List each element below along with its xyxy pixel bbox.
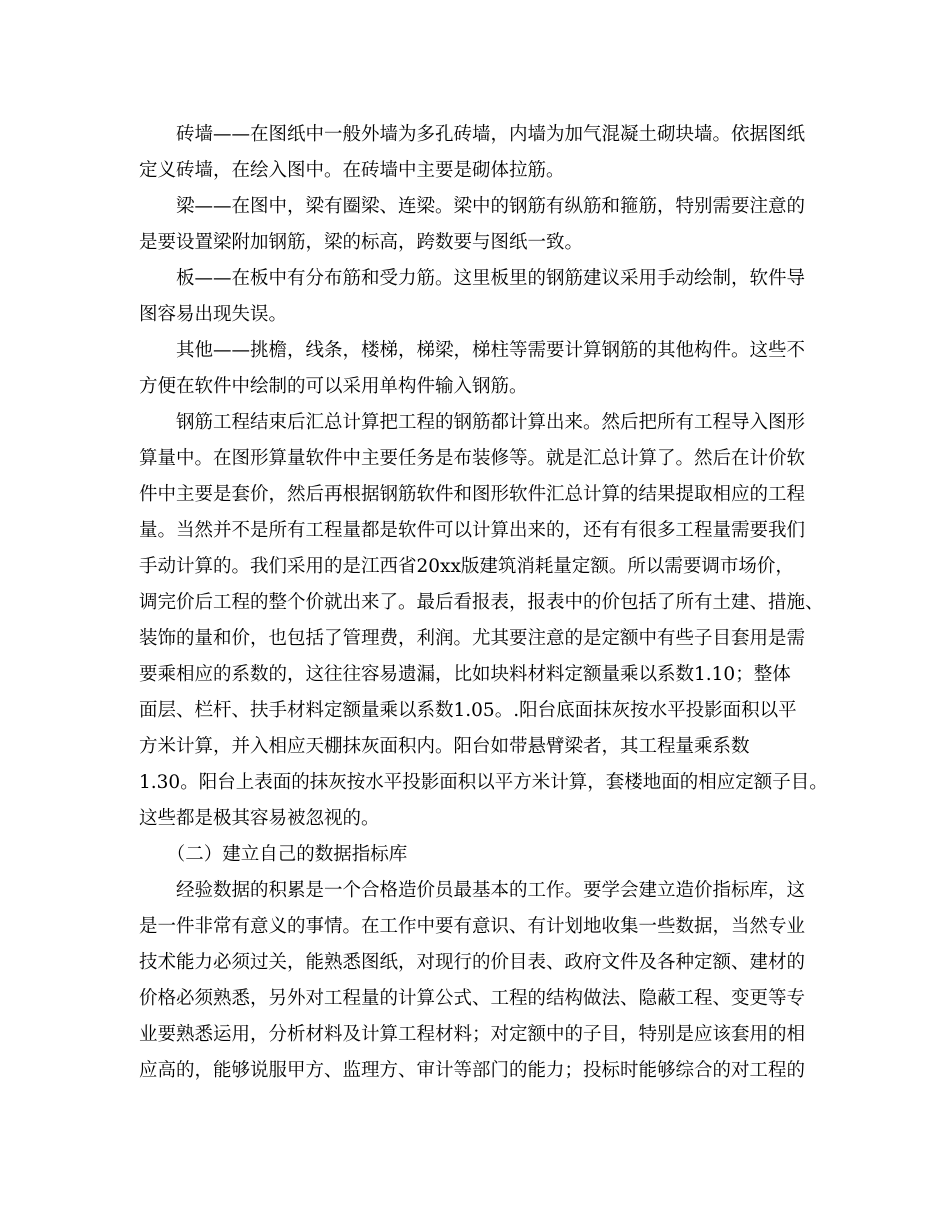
text-line: 砖墙——在图纸中一般外墙为多孔砖墙，内墙为加气混凝土砌块墙。依据图纸	[139, 124, 806, 145]
text-line: 方米计算，并入相应天棚抹灰面积内。阳台如带悬臂梁者，其工程量乘系数	[139, 736, 750, 757]
text-line: 梁——在图中，梁有圈梁、连梁。梁中的钢筋有纵筋和箍筋，特别需要注意的	[139, 196, 806, 217]
body-text	[139, 117, 829, 1089]
text-line: 调完价后工程的整个价就出来了。最后看报表，报表中的价包括了所有土建、措施、	[139, 592, 824, 613]
text-line: 算量中。在图形算量软件中主要任务是布装修等。就是汇总计算了。然后在计价软	[139, 448, 806, 469]
text-line: 面层、栏杆、扶手材料定额量乘以系数1.05。.阳台底面抹灰按水平投影面积以平	[139, 700, 797, 721]
text-line: 手动计算的。我们采用的是江西省20xx版建筑消耗量定额。所以需要调市场价，	[139, 556, 794, 577]
text-line: 应高的，能够说服甲方、监理方、审计等部门的能力；投标时能够综合的对工程的	[139, 1060, 806, 1081]
text-line: 要乘相应的系数的，这往往容易遗漏，比如块料材料定额量乘以系数1.10；整体	[139, 664, 791, 685]
text-line: 业要熟悉运用，分析材料及计算工程材料；对定额中的子目，特别是应该套用的相	[139, 1024, 806, 1045]
text-line: 其他——挑檐，线条，楼梯，梯梁，梯柱等需要计算钢筋的其他构件。这些不	[139, 340, 806, 361]
text-line: 方便在软件中绘制的可以采用单构件输入钢筋。	[139, 376, 528, 397]
text-line: 技术能力必须过关，能熟悉图纸，对现行的价目表、政府文件及各种定额、建材的	[139, 952, 806, 973]
text-line: 1.30。阳台上表面的抹灰按水平投影面积以平方米计算，套楼地面的相应定额子目。	[139, 772, 828, 793]
text-line: 这些都是极其容易被忽视的。	[139, 808, 380, 829]
text-line: 图容易出现失误。	[139, 304, 288, 325]
section-heading: （二）建立自己的数据指标库	[139, 844, 408, 865]
text-line: 价格必须熟悉，另外对工程量的计算公式、工程的结构做法、隐蔽工程、变更等专	[139, 988, 806, 1009]
text-line: 是要设置梁附加钢筋，梁的标高，跨数要与图纸一致。	[139, 232, 584, 253]
text-line: 装饰的量和价，也包括了管理费，利润。尤其要注意的是定额中有些子目套用是需	[139, 628, 806, 649]
text-line: 板——在板中有分布筋和受力筋。这里板里的钢筋建议采用手动绘制，软件导	[139, 268, 806, 289]
text-line: 定义砖墙，在绘入图中。在砖墙中主要是砌体拉筋。	[139, 160, 565, 181]
text-line: 经验数据的积累是一个合格造价员最基本的工作。要学会建立造价指标库，这	[139, 880, 806, 901]
text-line: 量。当然并不是所有工程量都是软件可以计算出来的，还有有很多工程量需要我们	[139, 520, 806, 541]
text-line: 是一件非常有意义的事情。在工作中要有意识、有计划地收集一些数据，当然专业	[139, 916, 806, 937]
text-line: 钢筋工程结束后汇总计算把工程的钢筋都计算出来。然后把所有工程导入图形	[139, 412, 806, 433]
text-line: 件中主要是套价，然后再根据钢筋软件和图形软件汇总计算的结果提取相应的工程	[139, 484, 806, 505]
